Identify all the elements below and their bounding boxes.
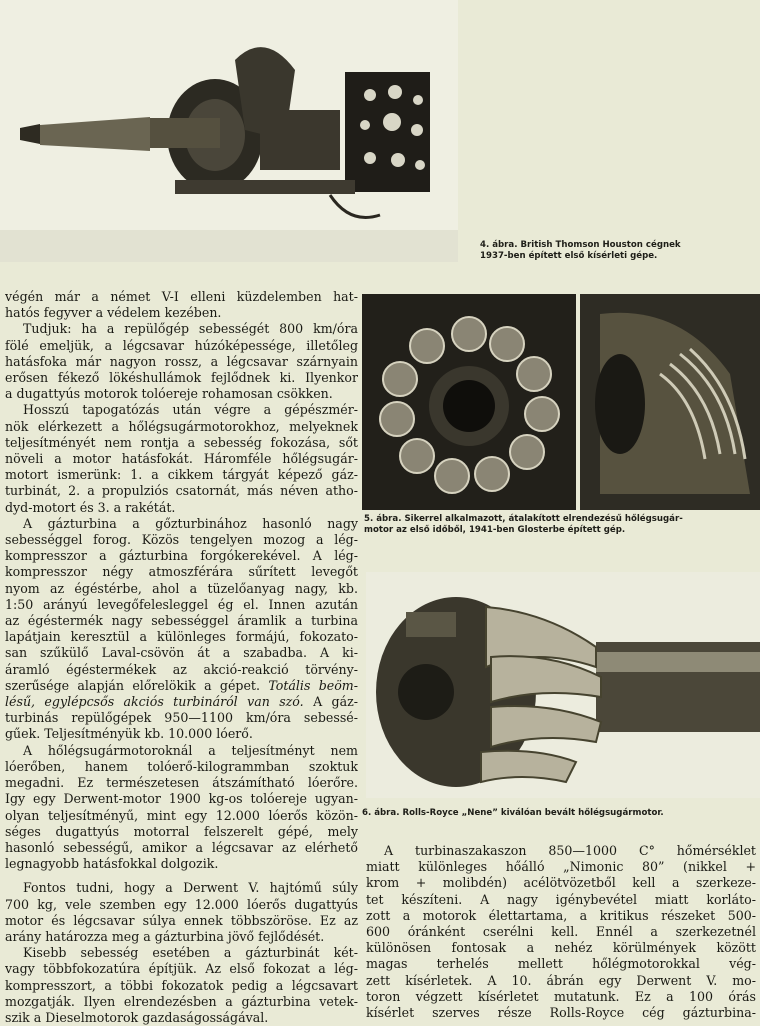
text-line: A hőlégsugármotoroknál a teljesítményt nem <box>23 742 358 758</box>
text-line: motort ismerünk: 1. a cikkem tárgyát képező gáz- <box>5 467 358 483</box>
figure-5-image-left <box>362 294 576 510</box>
text-line: Tudjuk: ha a repülőgép sebességét 800 km/óra <box>23 321 358 337</box>
text-line: 700 kg, vele szemben egy 12.000 lóerős dugattyús <box>5 896 358 912</box>
text-line: turbinás repülőgépek 950—1100 km/óra sebessé- <box>5 710 358 726</box>
text-line: megadni. Ez természetesen átszámítható lóerőre. <box>5 775 358 791</box>
text-line: turbinát, 2. a propulziós csatornát, más néven athο- <box>5 483 358 499</box>
text-line: növeli a motor hatásfokát. Háromféle hőlégsugár- <box>5 451 358 467</box>
text-line: szerűsége alapján előrelökik a gépet. Totális beöm- <box>5 677 358 693</box>
text-line: teljesítményét nem rontja a sebesség fokozása, sőt <box>5 434 358 450</box>
figure-5-image-right <box>580 294 760 510</box>
text-line: A turbinaszakaszon 850—1000 C° hőmérséklet <box>384 843 756 858</box>
text-line: kompresszor négy atmoszférára sűrített levegőt <box>5 564 358 580</box>
text-line: legnagyobb hatásfokkal dolgozik. <box>5 856 219 872</box>
text-line: különösen fontosak a nehéz körülmények között <box>366 940 756 956</box>
text-line: miatt különleges hőálló „Nimonic 80” (nikkel + <box>366 859 756 875</box>
text-line: dyd-motort és 3. a rakétát. <box>5 499 176 515</box>
text-line: nök elérkezett a hőlégsugármotorokhoz, melyeknek <box>5 418 358 434</box>
text-line: kísérlet szerves része Rolls-Royce cég gázturbina- <box>366 1005 756 1021</box>
figure-6-image <box>366 572 760 798</box>
figure-6-caption: 6. ábra. Rolls-Royce „Nene” kiválóan bevált hőlégsugármotor. <box>362 808 664 818</box>
text-line: zett kísérletek. A 10. ábrán egy Derwent V. mo- <box>366 972 756 988</box>
text-line: motor és légcsavar súlya ennek többszöröse. Ez az <box>5 912 358 928</box>
text-line: Igy egy Derwent-motor 1900 kg-os tolóereje ugyan- <box>5 791 358 807</box>
text-line: gűek. Teljesítményük kb. 10.000 lóerő. <box>5 726 253 742</box>
text-line: nyom az égéstérbe, ahol a tüzelőanyag nagy, kb. <box>5 580 358 596</box>
figure-4-image <box>0 0 458 262</box>
text-line: zott a motorok élettartama, a kritikus részeket 500- <box>366 907 756 923</box>
text-line: toron végzett kísérletet mutatunk. Ez a 100 órás <box>366 988 756 1004</box>
right-text-column <box>366 843 756 1021</box>
text-line: lóerőben, hanem tolóerő-kilogrammban szoktuk <box>5 758 358 774</box>
text-line: lésű, egylépcsős akciós turbináról van szó. A gáz- <box>5 694 358 710</box>
figure-5-caption: 5. ábra. Sikerrel alkalmazott, átalakított elrendezésű hőlégsugár- motor az első időből, 1941-ben Glosterbe épített gép. <box>364 514 683 535</box>
text-line: hatós fegyver a védelem kezében. <box>5 305 222 321</box>
text-line: végén már a német V-I elleni küzdelemben hat- <box>5 289 358 304</box>
text-line: vagy többfokozatúra építjük. Az első fokozat a lég- <box>5 961 358 977</box>
text-line: hatásfoka már nagyon rossz, a légcsavar szárnyain <box>5 353 358 369</box>
text-line: kompresszort, a többi fokozatok pedig a légcsavart <box>5 977 358 993</box>
text-line: krom + molibdén) acélötvözetből kell a szerkeze- <box>366 875 756 891</box>
text-line: A gázturbina a gőzturbinához hasonló nagy <box>23 515 358 531</box>
text-line: san szűkülő Laval-csövön át a szabadba. A ki- <box>5 645 358 661</box>
text-line: áramló égéstermékek az akció-reakció törvény- <box>5 661 358 677</box>
text-line: Hosszú tapogatózás után végre a gépészmér- <box>23 402 358 418</box>
text-line: olyan teljesítményű, mint egy 12.000 lóerős közön- <box>5 807 358 823</box>
figure-4-caption: 4. ábra. British Thomson Houston cégnek 1937-ben épített első kísérleti gépe. <box>480 240 681 261</box>
text-line: arány határozza meg a gázturbina jövő fejlődését. <box>5 928 325 944</box>
text-line: fölé emeljük, a légcsavar húzóképessége, illetőleg <box>5 337 358 353</box>
text-line: a dugattyús motorok tolóereje rohamosan csökken. <box>5 386 333 402</box>
text-line: séges dugattyús motorral felszerelt gépé, mely <box>5 823 358 839</box>
text-line: hasonló sebességű, amikor a légcsavar az elérhető <box>5 839 358 855</box>
text-line: mozgatják. Ilyen elrendezésben a gázturbina vetek- <box>5 993 358 1009</box>
text-line: szik a Dieselmotorok gazdaságosságával. <box>5 1009 269 1025</box>
text-line: lapátjain keresztül a különleges formájú, fokozato- <box>5 629 358 645</box>
text-line: 600 óránként cserélni kell. Ennél a szerkezetnél <box>366 924 756 940</box>
text-line: az égéstermék nagy sebességgel áramlik a turbina <box>5 613 358 629</box>
text-line: kompresszor a gázturbina forgókerekével. A lég- <box>5 548 358 564</box>
left-text-column <box>5 289 358 1026</box>
text-line: magas terhelés mellett hőlégmotorokkal vég- <box>366 956 756 972</box>
text-line: Kisebb sebesség esetében a gázturbinát két- <box>23 945 358 961</box>
text-line: Fontos tudni, hogy a Derwent V. hajtómű súly <box>23 880 358 896</box>
text-line: erősen fékező lökéshullámok fejlődnek ki. Ilyenkor <box>5 370 358 386</box>
text-line: 1:50 arányú levegőfelesleggel ég el. Innen azután <box>5 596 358 612</box>
text-line: sebességgel forog. Közös tengelyen mozog a lég- <box>5 532 358 548</box>
text-line: tet készíteni. A nagy igénybevétel miatt korláto- <box>366 891 756 907</box>
